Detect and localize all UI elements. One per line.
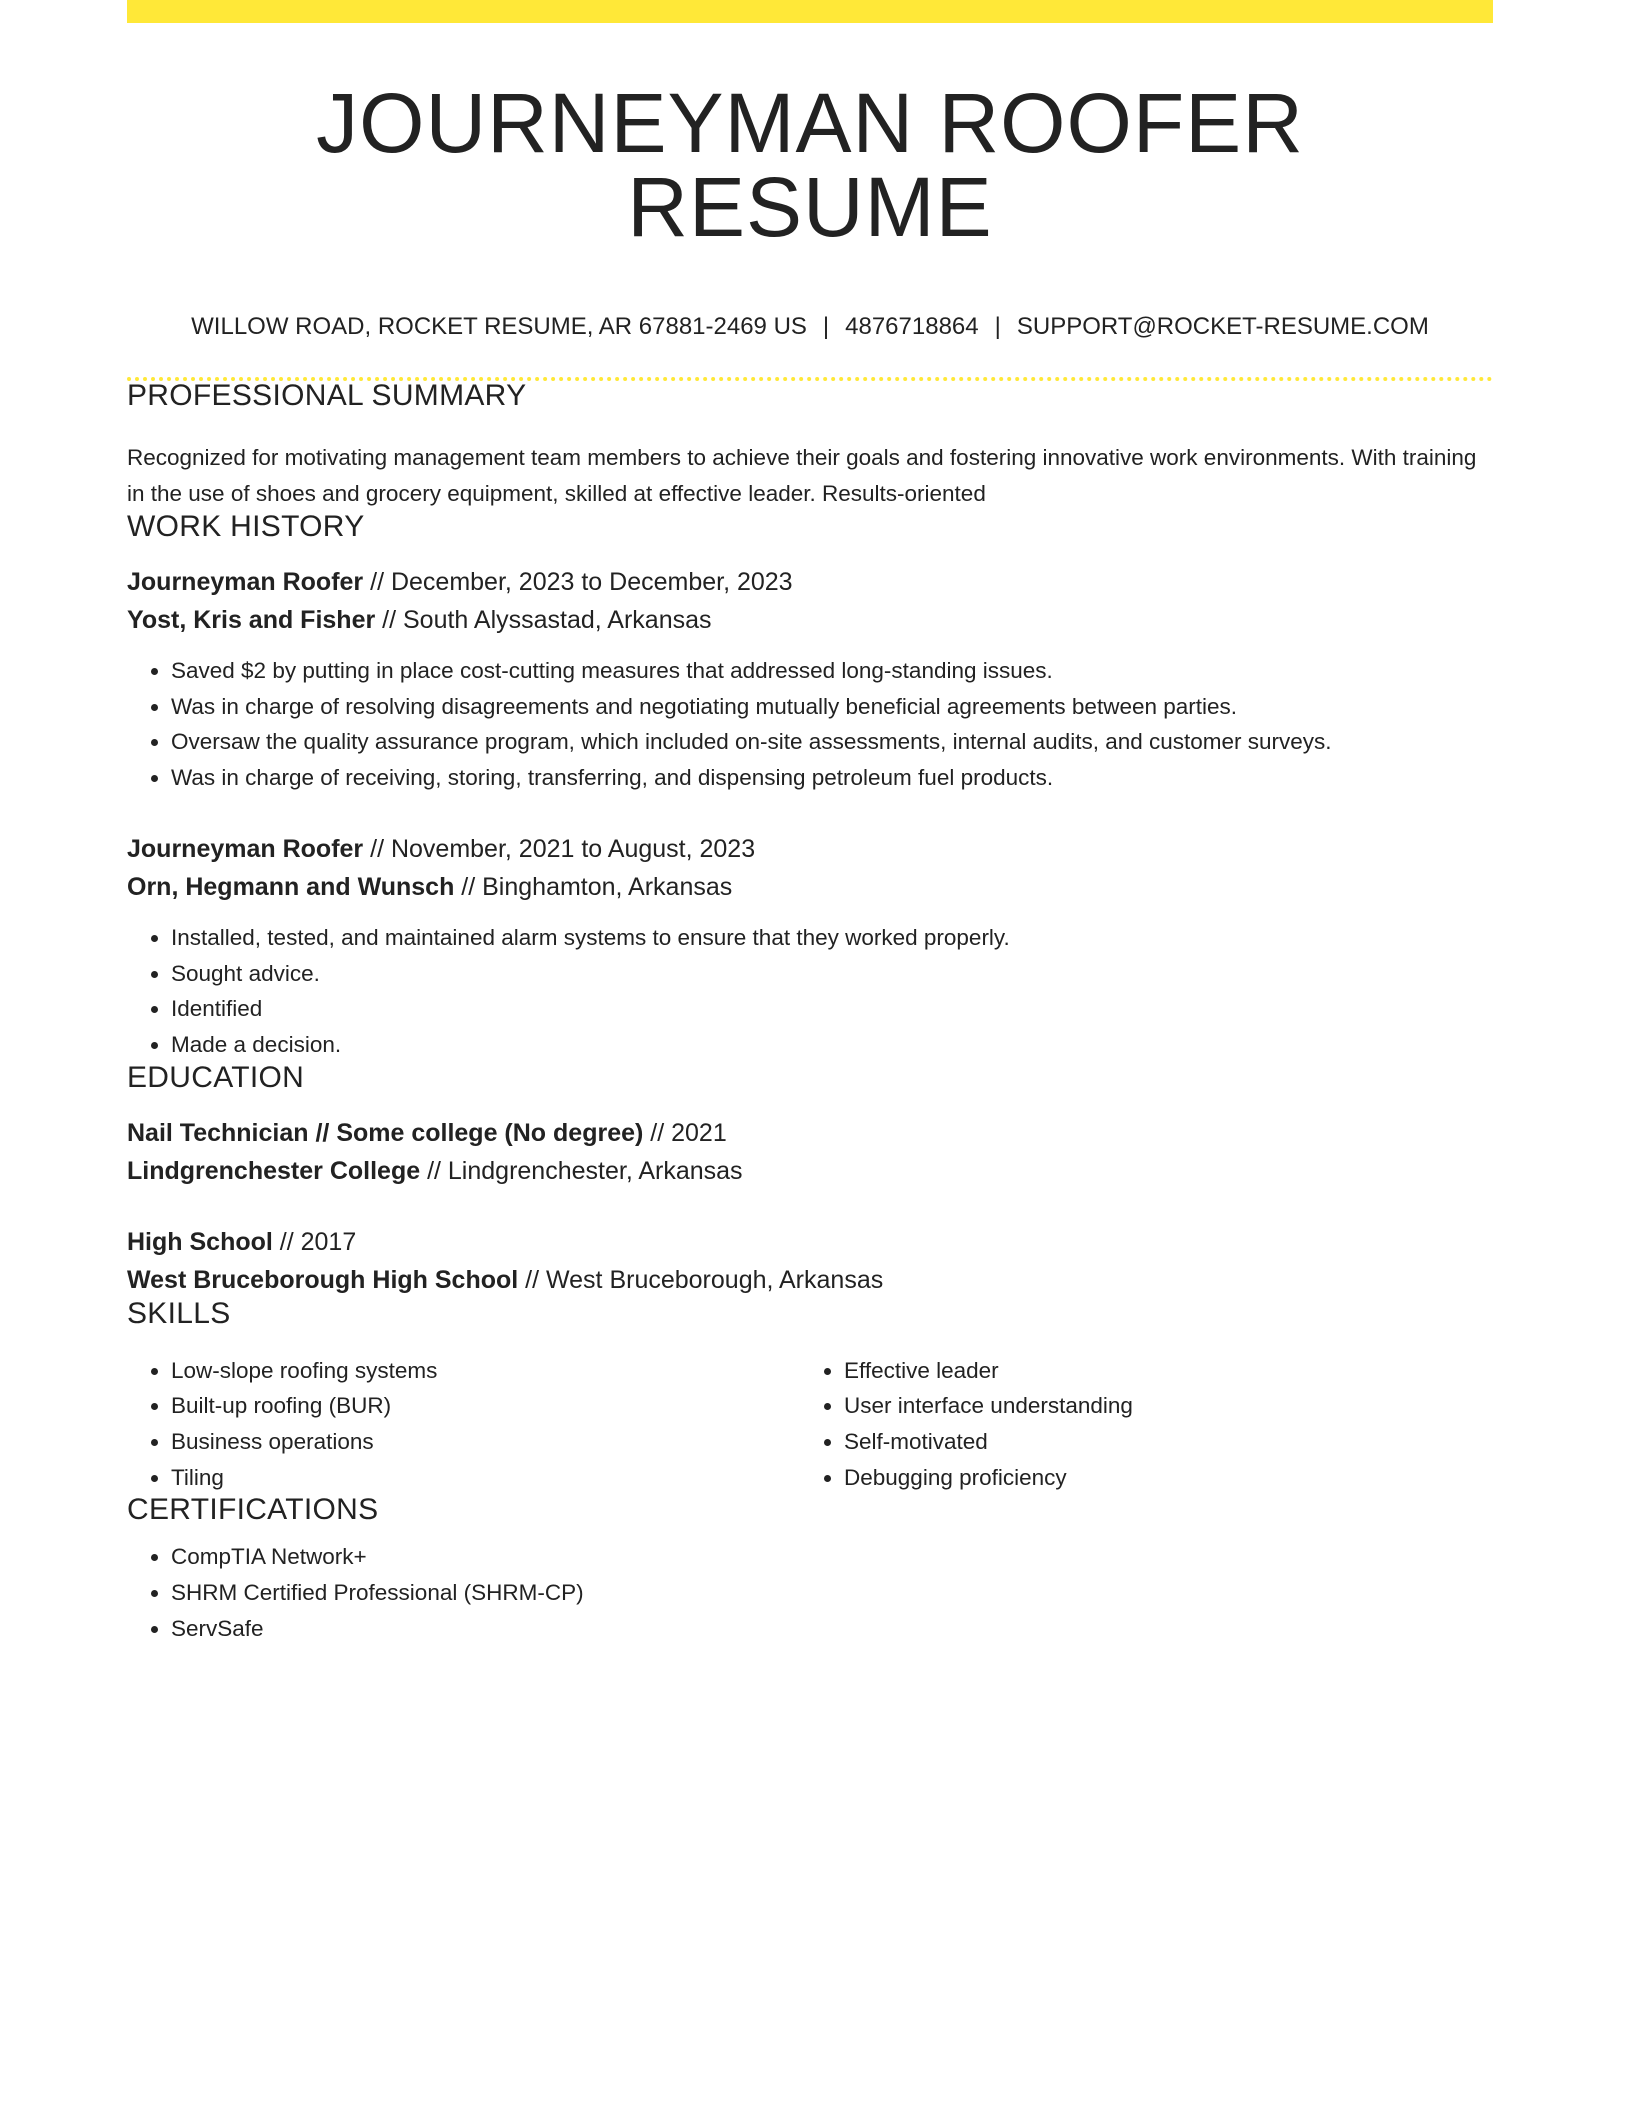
- job-dates: // December, 2023 to December, 2023: [363, 568, 793, 596]
- skills-column-right: [800, 1353, 1473, 1496]
- education-location: // Lindgrenchester, Arkansas: [420, 1156, 743, 1185]
- list-item: • Was in charge of resolving disagreements and negotiating mutually beneficial agreements between parties.: [171, 689, 1493, 725]
- education-degree: High School: [127, 1227, 273, 1256]
- summary-text: Recognized for motivating management team members to achieve their goals and fostering innovative work environments. With training in the use of shoes and grocery equipment, skilled at effective leader. Results-oriented: [127, 445, 1477, 506]
- list-item: • Was in charge of receiving, storing, transferring, and dispensing petroleum fuel products.: [171, 760, 1493, 796]
- list-item: • Built-up roofing (BUR): [171, 1388, 800, 1424]
- job-bullets: [127, 653, 1493, 796]
- education-year: // 2021: [643, 1118, 727, 1147]
- contact-address: WILLOW ROAD, ROCKET RESUME, AR 67881-2469 US: [191, 313, 807, 340]
- job-employer: Yost, Kris and Fisher: [127, 606, 376, 634]
- job-title: Journeyman Roofer: [127, 834, 364, 863]
- job-dates: // November, 2021 to August, 2023: [363, 834, 756, 863]
- list-item: • ServSafe: [171, 1611, 1493, 1647]
- summary-heading: PROFESSIONAL SUMMARY: [127, 379, 527, 412]
- job-entry: [127, 830, 1493, 1063]
- contact-email: SUPPORT@ROCKET-RESUME.COM: [1016, 313, 1429, 340]
- list-item: • Business operations: [171, 1424, 800, 1460]
- job-title-line: [127, 563, 1493, 601]
- job-employer-line: [127, 868, 1493, 906]
- list-item: • Sought advice.: [171, 956, 1493, 992]
- skills-grid: [127, 1353, 1493, 1496]
- education-school: West Bruceborough High School: [127, 1265, 519, 1294]
- list-item: • CompTIA Network+: [171, 1539, 1493, 1575]
- contact-separator: |: [994, 313, 1001, 340]
- education-degree-line: [127, 1114, 1493, 1152]
- education-heading: EDUCATION: [127, 1060, 305, 1094]
- certifications-list: [127, 1539, 1493, 1646]
- job-bullets: [127, 920, 1493, 1063]
- contact-separator: |: [822, 313, 830, 340]
- education-degree-line: [127, 1223, 1493, 1261]
- education-year: // 2017: [272, 1227, 357, 1256]
- skills-column-left: [127, 1353, 800, 1496]
- certifications-heading: CERTIFICATIONS: [127, 1493, 379, 1527]
- list-item: • Made a decision.: [171, 1027, 1493, 1063]
- list-item: • Identified: [171, 991, 1493, 1027]
- job-location: // Binghamton, Arkansas: [454, 872, 733, 901]
- resume-page: [127, 0, 1493, 1647]
- job-title: Journeyman Roofer: [127, 568, 364, 596]
- list-item: • Self-motivated: [844, 1424, 1473, 1460]
- list-item: • Tiling: [171, 1460, 800, 1496]
- education-school-line: [127, 1152, 1493, 1190]
- job-employer: Orn, Hegmann and Wunsch: [127, 872, 455, 901]
- education-degree: Nail Technician // Some college (No degree): [127, 1118, 644, 1147]
- top-accent-bar: [127, 0, 1493, 23]
- job-location: // South Alyssastad, Arkansas: [375, 606, 712, 634]
- education-entry: [127, 1223, 1493, 1299]
- education-location: // West Bruceborough, Arkansas: [518, 1265, 884, 1294]
- skills-heading: SKILLS: [127, 1296, 231, 1330]
- list-item: • Oversaw the quality assurance program, which included on-site assessments, internal audits, and customer surveys.: [171, 724, 1493, 760]
- contact-phone: 4876718864: [845, 313, 979, 340]
- education-entry: [127, 1114, 1493, 1190]
- list-item: • Low-slope roofing systems: [171, 1353, 800, 1389]
- job-employer-line: [127, 601, 1493, 639]
- education-school: Lindgrenchester College: [127, 1156, 421, 1185]
- work-history-heading: WORK HISTORY: [127, 510, 365, 543]
- list-item: • Saved $2 by putting in place cost-cutting measures that addressed long-standing issues.: [171, 653, 1493, 689]
- list-item: • SHRM Certified Professional (SHRM-CP): [171, 1575, 1493, 1611]
- resume-title: JOURNEYMAN ROOFER RESUME: [316, 76, 1304, 254]
- job-title-line: [127, 830, 1493, 868]
- list-item: • Debugging proficiency: [844, 1460, 1473, 1496]
- contact-line: [127, 315, 1493, 339]
- education-school-line: [127, 1261, 1493, 1299]
- list-item: • Effective leader: [844, 1353, 1473, 1389]
- job-entry: [127, 563, 1493, 796]
- list-item: • Installed, tested, and maintained alarm systems to ensure that they worked properly.: [171, 920, 1493, 956]
- list-item: • User interface understanding: [844, 1388, 1473, 1424]
